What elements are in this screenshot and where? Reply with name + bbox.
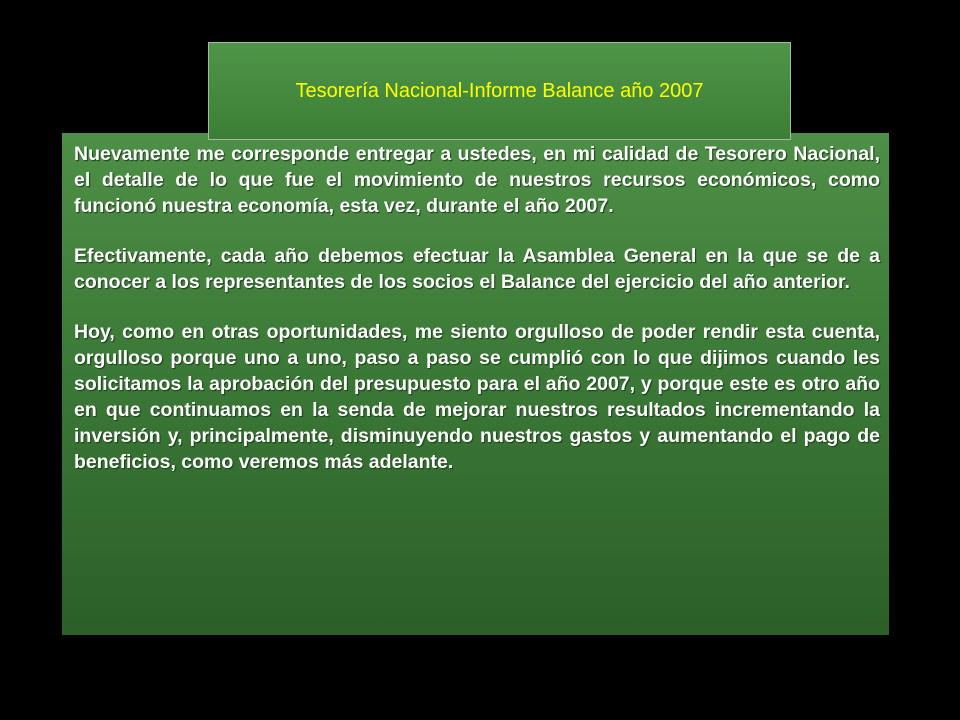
paragraph-intro: Nuevamente me corresponde entregar a ustedes, en mi calidad de Tesorero Nacional, el detalle de lo que fue el movimiento de nuestros recursos económicos, como funcionó nuestra economía, esta vez, durante el año 2007. bbox=[74, 143, 880, 217]
paragraph-results: Hoy, como en otras oportunidades, me siento orgulloso de poder rendir esta cuenta, orgulloso porque uno a uno, paso a paso se cumplió con lo que dijimos cuando les solicitamos la aprobación del presupuesto para el año 2007, y porque este es otro año en que continuamos en la senda de mejorar nuestros resultados incrementando la inversión y, principalmente, disminuyendo nuestros gastos y aumentando el pago de beneficios, como veremos más adelante. bbox=[74, 321, 880, 473]
paragraph-assembly: Efectivamente, cada año debemos efectuar la Asamblea General en la que se de a conocer a los representantes de los socios el Balance del ejercicio del año anterior. bbox=[74, 245, 880, 293]
title-box bbox=[208, 42, 791, 140]
body-text-box bbox=[62, 133, 889, 635]
slide-title: Tesorería Nacional-Informe Balance año 2007 bbox=[295, 79, 704, 102]
